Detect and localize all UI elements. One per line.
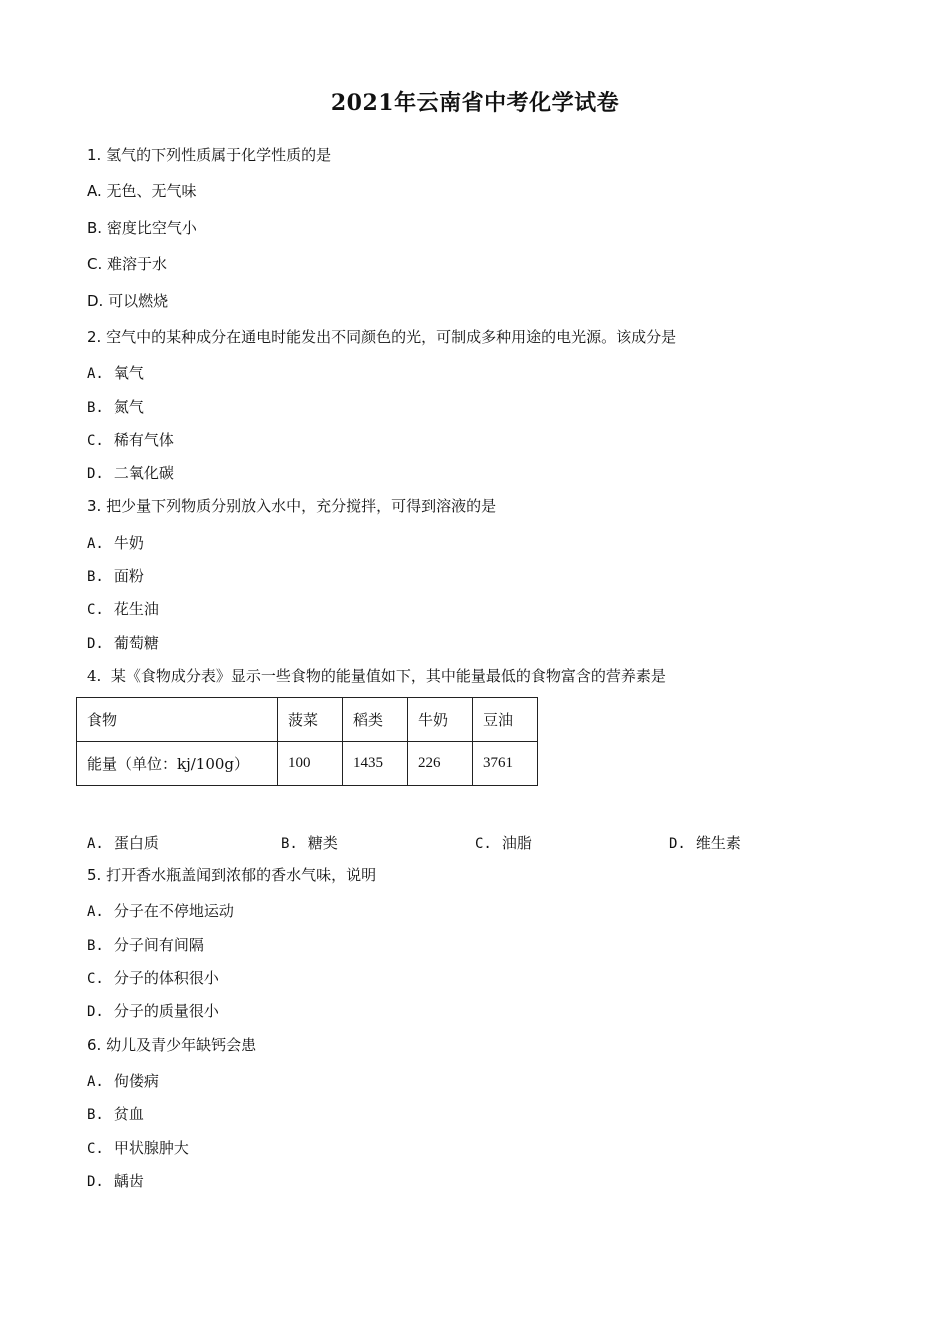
q2-option-b [87, 396, 144, 417]
option-letter: A. [87, 182, 102, 200]
question-2-stem [87, 326, 676, 347]
table-cell: 菠菜 [278, 698, 343, 742]
option-letter: A. [87, 536, 104, 552]
q3-option-c [87, 598, 159, 619]
option-letter: C. [87, 971, 104, 987]
option-letter: B. [87, 1107, 104, 1123]
question-5-stem [87, 864, 376, 885]
option-letter: C. [475, 836, 492, 852]
option-letter: A. [87, 1074, 104, 1090]
table-row-label: 能量（单位：kj/100g） [77, 742, 278, 786]
question-number: 5. [87, 866, 102, 884]
option-letter: D. [87, 466, 104, 482]
option-text: 面粉 [113, 567, 144, 585]
option-text: 分子间有间隔 [113, 936, 204, 954]
table-cell: 100 [278, 742, 343, 786]
option-letter: B. [87, 569, 104, 585]
q6-option-c [87, 1137, 189, 1158]
table-cell: 3761 [473, 742, 538, 786]
question-number: 6. [87, 1036, 102, 1054]
option-letter: C. [87, 433, 104, 449]
option-letter: A. [87, 904, 104, 920]
option-letter: D. [669, 836, 686, 852]
q4-option-c [475, 832, 532, 853]
question-text: 把少量下列物质分别放入水中，充分搅拌，可得到溶液的是 [106, 497, 497, 515]
option-letter: B. [281, 836, 298, 852]
option-letter: A. [87, 836, 104, 852]
option-text: 贫血 [113, 1105, 144, 1123]
q6-option-b [87, 1103, 144, 1124]
q4-option-d [669, 832, 741, 853]
question-text: 空气中的某种成分在通电时能发出不同颜色的光，可制成多种用途的电光源。该成分是 [106, 328, 677, 346]
q5-option-d [87, 1000, 219, 1021]
option-text: 无色、无气味 [106, 182, 197, 200]
q1-option-b [87, 217, 197, 238]
option-text: 甲状腺肿大 [113, 1139, 189, 1157]
option-text: 密度比空气小 [106, 219, 197, 237]
option-text: 花生油 [113, 600, 159, 618]
table-cell: 1435 [343, 742, 408, 786]
option-text: 油脂 [501, 834, 532, 852]
question-text: 打开香水瓶盖闻到浓郁的香水气味，说明 [106, 866, 377, 884]
exam-title: 2021年云南省中考化学试卷 [330, 90, 620, 116]
option-text: 分子的体积很小 [113, 969, 219, 987]
table-cell: 牛奶 [408, 698, 473, 742]
option-text: 稀有气体 [113, 431, 174, 449]
option-text: 葡萄糖 [113, 634, 159, 652]
option-text: 龋齿 [113, 1172, 144, 1190]
q3-option-a [87, 532, 144, 553]
question-number: 1. [87, 146, 102, 164]
q2-option-c [87, 429, 174, 450]
option-letter: D. [87, 1174, 104, 1190]
option-letter: C. [87, 602, 104, 618]
question-text: 氢气的下列性质属于化学性质的是 [106, 146, 332, 164]
q2-option-d [87, 462, 174, 483]
table-cell: 稻类 [343, 698, 408, 742]
q5-option-a [87, 900, 234, 921]
option-letter: D. [87, 1004, 104, 1020]
option-letter: C. [87, 255, 103, 273]
option-letter: D. [87, 292, 104, 310]
question-3-stem [87, 495, 496, 516]
option-text: 难溶于水 [107, 255, 168, 273]
q1-option-d [87, 290, 168, 311]
q5-option-b [87, 934, 204, 955]
option-text: 佝偻病 [113, 1072, 159, 1090]
option-text: 分子的质量很小 [113, 1002, 219, 1020]
option-letter: C. [87, 1141, 104, 1157]
option-text: 维生素 [695, 834, 741, 852]
table-header-row [77, 698, 538, 742]
q1-option-c [87, 253, 167, 274]
option-letter: A. [87, 366, 104, 382]
q4-option-b [281, 832, 338, 853]
option-text: 糖类 [307, 834, 338, 852]
question-number: 2. [87, 328, 102, 346]
q3-option-b [87, 565, 144, 586]
option-text: 可以燃烧 [108, 292, 169, 310]
option-letter: B. [87, 219, 103, 237]
option-letter: B. [87, 938, 104, 954]
table-cell: 226 [408, 742, 473, 786]
q5-option-c [87, 967, 219, 988]
question-number: 3. [87, 497, 102, 515]
table-cell: 豆油 [473, 698, 538, 742]
option-text: 蛋白质 [113, 834, 159, 852]
q1-option-a [87, 180, 197, 201]
option-text: 氧气 [113, 364, 144, 382]
question-text: 幼儿及青少年缺钙会患 [106, 1036, 257, 1054]
q6-option-d [87, 1170, 144, 1191]
question-text: 某《食物成分表》显示一些食物的能量值如下，其中能量最低的食物富含的营养素是 [110, 667, 666, 685]
option-text: 氮气 [113, 398, 144, 416]
option-text: 二氧化碳 [113, 464, 174, 482]
question-6-stem [87, 1034, 256, 1055]
option-text: 分子在不停地运动 [113, 902, 234, 920]
q4-option-a [87, 832, 159, 853]
food-energy-table [76, 697, 538, 786]
table-cell: 食物 [77, 698, 278, 742]
question-1-stem [87, 144, 331, 165]
q6-option-a [87, 1070, 159, 1091]
question-number: 4. [87, 667, 102, 685]
option-letter: B. [87, 400, 104, 416]
question-4-stem [87, 665, 666, 686]
option-letter: D. [87, 636, 104, 652]
q2-option-a [87, 362, 144, 383]
table-row [77, 742, 538, 786]
q3-option-d [87, 632, 159, 653]
option-text: 牛奶 [113, 534, 144, 552]
